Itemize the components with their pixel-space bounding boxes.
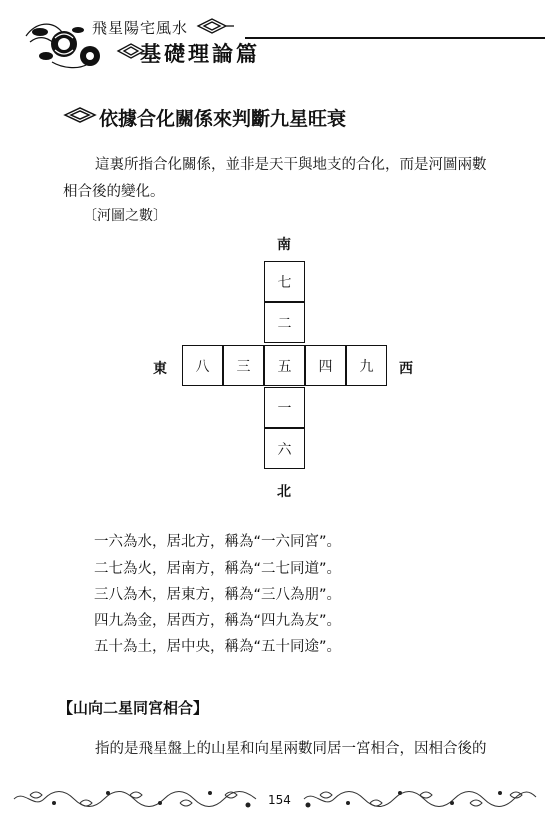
- subsection-paragraph-line: 指的是飛星盤上的山星和向星兩數同居一宮相合，因相合後的: [95, 741, 487, 757]
- diamond-bullet-icon: [63, 106, 97, 124]
- direction-west: 西: [399, 361, 413, 377]
- pairing-line: 一六為水，居北方，稱為“一六同宮”。: [94, 534, 342, 550]
- hetu-cell-right-inner: 四: [305, 345, 346, 386]
- direction-east: 東: [153, 361, 167, 377]
- pairing-line: 三八為木，居東方，稱為“三八為朋”。: [94, 587, 342, 603]
- direction-south: 南: [277, 237, 291, 253]
- book-subtitle: 基礎理論篇: [140, 42, 260, 66]
- hetu-cell-left-inner: 三: [223, 345, 264, 386]
- hetu-cell-lower: 一: [264, 387, 305, 428]
- book-series-title: 飛星陽宅風水: [92, 19, 189, 37]
- header-rule: [245, 37, 545, 39]
- hetu-cell-left-outer: 八: [182, 345, 223, 386]
- section-title: 依據合化關係來判斷九星旺衰: [99, 108, 347, 130]
- pairing-line: 五十為土，居中央，稱為“五十同途”。: [94, 639, 342, 655]
- footer-ornament-icon: [10, 785, 260, 811]
- subsection-title: 【山向二星同宮相合】: [58, 699, 209, 717]
- hetu-cell-right-outer: 九: [346, 345, 387, 386]
- pairing-line: 四九為金，居西方，稱為“四九為友”。: [94, 613, 342, 629]
- intro-paragraph-line: 相合後的變化。: [63, 184, 165, 200]
- pairing-line: 二七為火，居南方，稱為“二七同道”。: [94, 561, 342, 577]
- footer-ornament-icon: [300, 785, 540, 811]
- page-number: 154: [268, 793, 291, 807]
- hetu-cell-upper: 二: [264, 302, 305, 343]
- hetu-cell-center: 五: [264, 345, 305, 386]
- direction-north: 北: [277, 484, 291, 500]
- intro-paragraph-line: 這裏所指合化關係，並非是天干與地支的合化，而是河圖兩數: [95, 157, 487, 173]
- diamond-ornament-icon: [196, 17, 236, 35]
- hetu-cell-bottom: 六: [264, 428, 305, 469]
- diagram-caption: 〔河圖之數〕: [83, 208, 167, 224]
- hetu-cell-top: 七: [264, 261, 305, 302]
